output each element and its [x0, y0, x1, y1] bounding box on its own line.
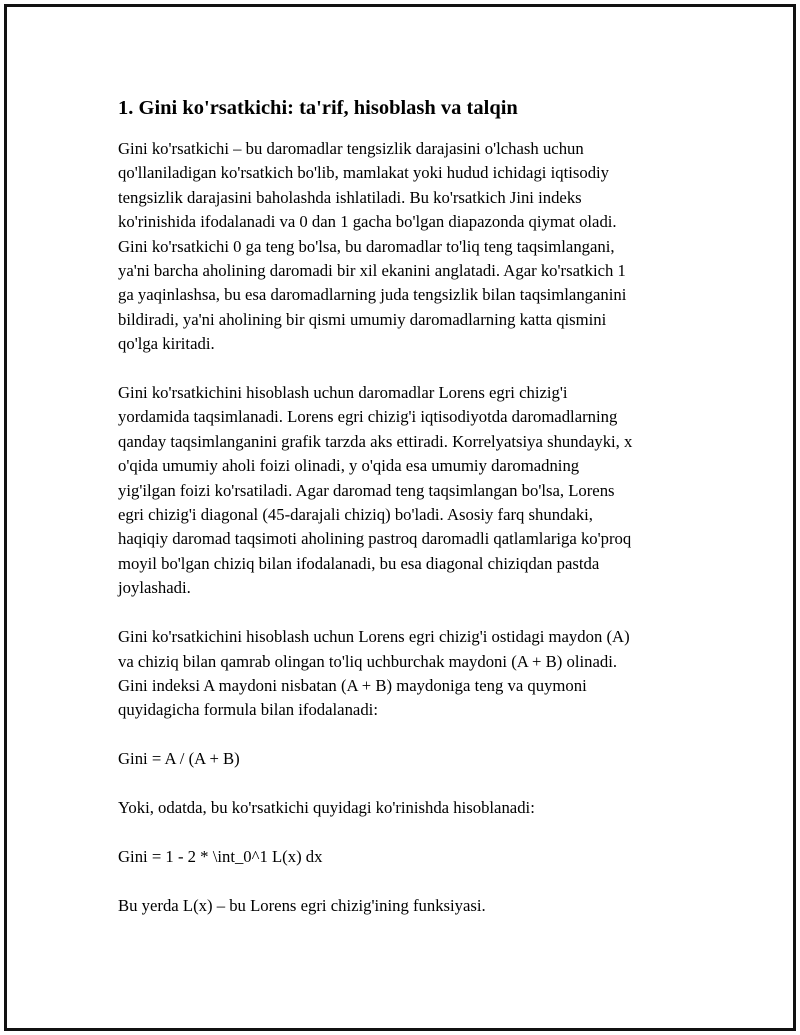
- paragraph-calculation: [118, 625, 698, 723]
- text-line: Bu yerda L(x) – bu Lorens egri chizig'ining funksiyasi.: [118, 895, 486, 915]
- text-line: Gini ko'rsatkichi 0 ga teng bo'lsa, bu daromadlar to'liq teng taqsimlangani,: [118, 236, 615, 256]
- paragraph-definition-lx: [118, 894, 698, 918]
- formula-line: Gini = A / (A + B): [118, 749, 240, 769]
- text-line: Gini ko'rsatkichini hisoblash uchun Lorens egri chizig'i ostidagi maydon (A): [118, 627, 630, 647]
- document-body: [118, 95, 698, 942]
- text-line: o'qida umumiy aholi foizi olinadi, y o'qida esa umumiy daromadning: [118, 456, 580, 476]
- text-line: bildiradi, ya'ni aholining bir qismi umumiy daromadlarning katta qismini: [118, 309, 607, 329]
- text-line: va chiziq bilan qamrab olingan to'liq uchburchak maydoni (A + B) olinadi.: [118, 651, 618, 671]
- formula-ratio: [118, 747, 698, 771]
- text-line: tengsizlik darajasini baholashda ishlatiladi. Bu ko'rsatkich Jini indeks: [118, 187, 582, 207]
- text-line: quyidagicha formula bilan ifodalanadi:: [118, 700, 378, 720]
- text-line: ko'rinishida ifodalanadi va 0 dan 1 gacha bo'lgan diapazonda qiymat oladi.: [118, 212, 617, 232]
- text-line: qo'llaniladigan ko'rsatkich bo'lib, mamlakat yoki hudud ichidagi iqtisodiy: [118, 163, 610, 183]
- text-line: Gini indeksi A maydoni nisbatan (A + B) maydoniga teng va quymoni: [118, 675, 587, 695]
- paragraph-lorenz-curve: [118, 381, 698, 601]
- text-line: ga yaqinlashsa, bu esa daromadlarning juda tengsizlik bilan taqsimlanganini: [118, 285, 627, 305]
- text-line: haqiqiy daromad taqsimoti aholining pastroq daromadli qatlamlariga ko'proq: [118, 529, 632, 549]
- text-line: Gini ko'rsatkichi – bu daromadlar tengsizlik darajasini o'lchash uchun: [118, 139, 584, 158]
- formula-line: Gini = 1 - 2 * \int_0^1 L(x) dx: [118, 846, 323, 866]
- text-line: yig'ilgan foizi ko'rsatiladi. Agar daromad teng taqsimlangan bo'lsa, Lorens: [118, 480, 615, 500]
- text-line: Gini ko'rsatkichini hisoblash uchun daromadlar Lorens egri chizig'i: [118, 383, 568, 403]
- text-line: joylashadi.: [118, 578, 191, 598]
- text-line: yordamida taqsimlanadi. Lorens egri chizig'i iqtisodiyotda daromadlarning: [118, 407, 618, 427]
- text-line: Yoki, odatda, bu ko'rsatkichi quyidagi ko'rinishda hisoblanadi:: [118, 797, 535, 817]
- formula-integral: [118, 845, 698, 869]
- text-line: qo'lga kiritadi.: [118, 334, 215, 354]
- text-line: qanday taqsimlanganini grafik tarzda aks ettiradi. Korrelyatsiya shundayki, x: [118, 431, 633, 451]
- paragraph-alternative: [118, 796, 698, 820]
- text-line: egri chizig'i diagonal (45-darajali chiziq) bo'ladi. Asosiy farq shundaki,: [118, 505, 593, 525]
- paragraph-definition: [118, 137, 698, 357]
- text-line: moyil bo'lgan chiziq bilan ifodalanadi, bu esa diagonal chiziqdan pastda: [118, 553, 600, 573]
- text-line: ya'ni barcha aholining daromadi bir xil ekanini anglatadi. Agar ko'rsatkich 1: [118, 261, 626, 281]
- page-title: 1. Gini ko'rsatkichi: ta'rif, hisoblash va talqin: [118, 97, 518, 119]
